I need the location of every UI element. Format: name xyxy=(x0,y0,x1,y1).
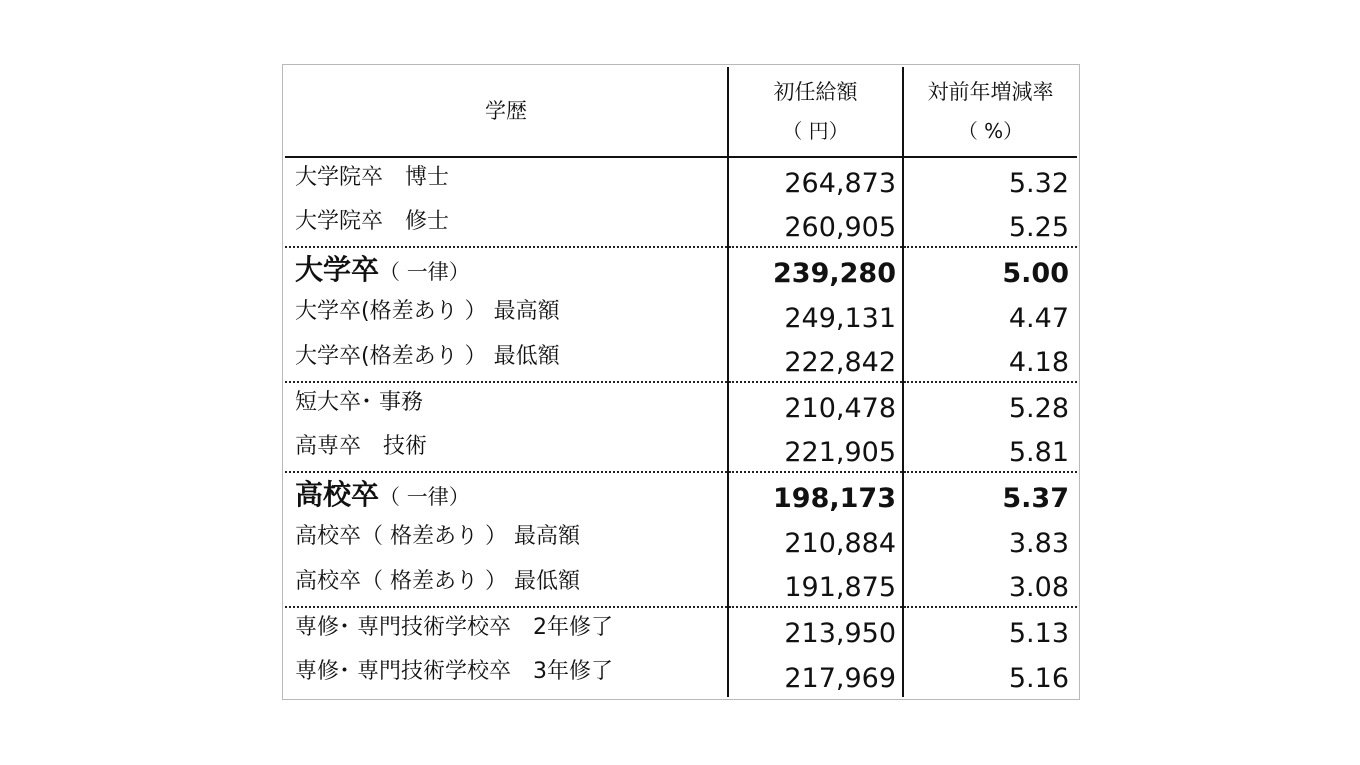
row-amount: 217,969 xyxy=(728,652,903,697)
row-rate: 5.32 xyxy=(1008,168,1069,199)
header-yoy-change-label: 対前年増減率 xyxy=(927,80,1054,104)
row-rate: 4.47 xyxy=(1008,303,1069,334)
row-rate: 5.00 xyxy=(903,247,1077,292)
row-amount: 264,873 xyxy=(728,157,903,202)
header-starting-salary-label: 初任給額 xyxy=(773,80,858,104)
header-yoy-change-unit: （ %） xyxy=(957,119,1024,143)
row-label-suffix: （ 一律） xyxy=(379,485,470,509)
row-amount: 249,131 xyxy=(728,292,903,337)
row-label-main: 大学卒 xyxy=(295,253,380,286)
row-amount: 198,173 xyxy=(728,472,903,517)
table-row xyxy=(285,427,1077,472)
table-row xyxy=(285,382,1077,427)
row-rate: 5.16 xyxy=(1008,663,1069,694)
row-amount: 222,842 xyxy=(728,337,903,382)
table-row xyxy=(285,517,1077,562)
row-rate: 5.81 xyxy=(1008,437,1069,468)
header-starting-salary-unit: （ 円） xyxy=(782,119,849,143)
header-starting-salary xyxy=(728,67,903,157)
row-rate: 5.13 xyxy=(903,607,1077,652)
row-rate: 5.28 xyxy=(903,382,1077,427)
row-rate: 3.08 xyxy=(1008,572,1069,603)
row-label: 高校卒（ 格差あり ） 最高額 xyxy=(285,517,728,562)
row-label: 大学卒(格差あり ） 最高額 xyxy=(285,292,728,337)
header-yoy-change xyxy=(903,67,1077,157)
table-row xyxy=(285,472,1077,517)
table-row xyxy=(285,652,1077,697)
header-row xyxy=(285,67,1077,157)
table-row xyxy=(285,562,1077,607)
header-education: 学歴 xyxy=(285,67,728,157)
table-row xyxy=(285,247,1077,292)
row-label: 大学院卒 修士 xyxy=(285,202,728,247)
row-amount: 239,280 xyxy=(728,247,903,292)
row-label-suffix: （ 一律） xyxy=(379,260,470,284)
row-rate: 5.25 xyxy=(1008,212,1069,243)
row-label: 短大卒･ 事務 xyxy=(285,382,728,427)
row-amount: 210,478 xyxy=(728,382,903,427)
row-rate: 4.18 xyxy=(1008,347,1069,378)
row-label: 専修･ 専門技術学校卒 2年修了 xyxy=(285,607,728,652)
table-row xyxy=(285,337,1077,382)
row-label: 高校卒（ 格差あり ） 最低額 xyxy=(285,562,728,607)
row-rate: 5.37 xyxy=(903,472,1077,517)
table-row xyxy=(285,607,1077,652)
row-label: 高専卒 技術 xyxy=(285,427,728,472)
salary-table-frame xyxy=(282,64,1080,700)
row-label: 専修･ 専門技術学校卒 3年修了 xyxy=(285,652,728,697)
row-rate: 3.83 xyxy=(1008,528,1069,559)
table-row xyxy=(285,202,1077,247)
row-amount: 260,905 xyxy=(728,202,903,247)
row-label xyxy=(285,247,728,292)
row-amount: 191,875 xyxy=(728,562,903,607)
row-label-main: 高校卒 xyxy=(295,478,380,511)
table-row xyxy=(285,292,1077,337)
row-amount: 221,905 xyxy=(728,427,903,472)
table-row xyxy=(285,157,1077,202)
starting-salary-table xyxy=(285,67,1077,697)
row-label xyxy=(285,472,728,517)
row-label: 大学卒(格差あり ） 最低額 xyxy=(285,337,728,382)
row-amount: 213,950 xyxy=(728,607,903,652)
row-label: 大学院卒 博士 xyxy=(285,157,728,202)
row-amount: 210,884 xyxy=(728,517,903,562)
